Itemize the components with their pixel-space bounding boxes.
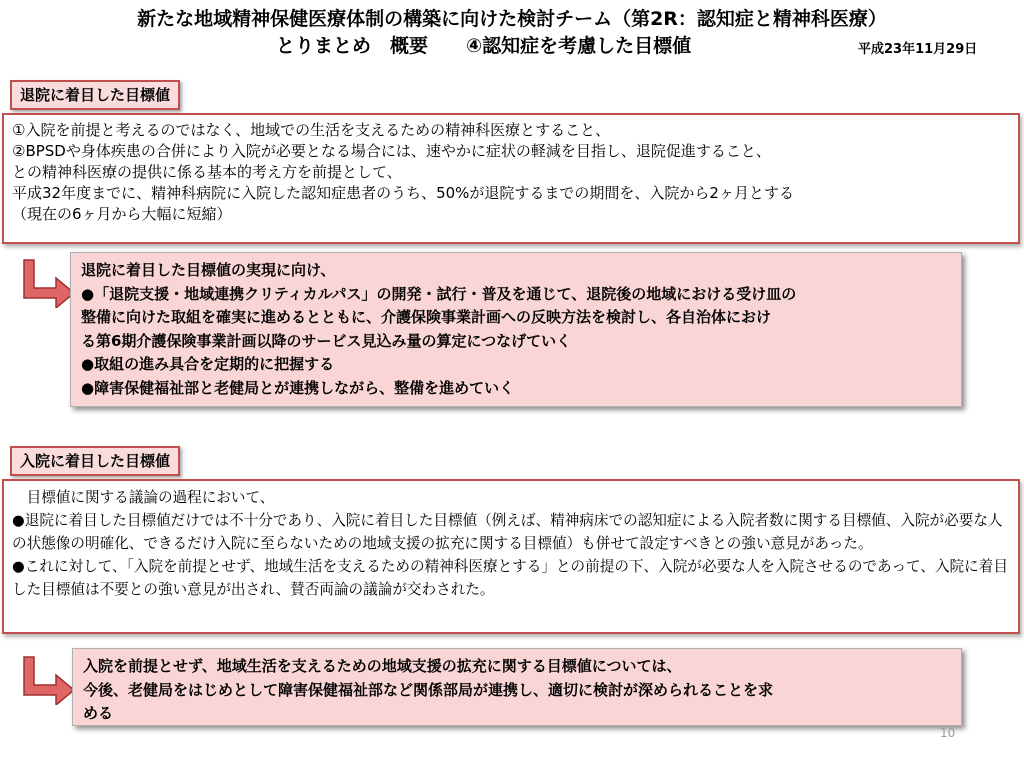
slide-date: 平成23年11月29日	[858, 42, 978, 57]
section2-main-box	[2, 479, 1020, 634]
section1-label: 退院に着目した目標値	[10, 80, 180, 110]
section1-line: ①入院を前提と考えるのではなく、地域での生活を支えるための精神科医療とすること、	[12, 121, 611, 139]
section2-line: 目標値に関する議論の過程において、	[12, 489, 275, 506]
section2-label: 入院に着目した目標値	[10, 446, 180, 476]
section1-action-box	[70, 252, 962, 407]
section1-line: ②BPSDや身体疾患の合併により入院が必要となる場合には、速やかに症状の軽減を目指し、退院促進すること、	[12, 142, 771, 160]
section1-action-line: ●障害保健福祉部と老健局とが連携しながら、整備を進めていく	[81, 378, 515, 397]
section2-action-line: 今後、老健局をはじめとして障害保健福祉部など関係部局が連携し、適切に検討が深められることを求	[83, 680, 774, 699]
page-number: 10	[940, 726, 956, 740]
section2-line: ●これに対して、「入院を前提とせず、地域生活を支えるための精神科医療とする」との前提の下、入院が必要な人を入院させるのであって、入院に着目した目標値は不要との強い意見が出され、賛否両論の議論が交わされた。	[12, 558, 1008, 598]
section2-action-line: 入院を前提とせず、地域生活を支えるための地域支援の拡充に関する目標値については、	[83, 657, 682, 675]
section1-line: との精神科医療の提供に係る基本的考え方を前提として、	[12, 163, 402, 181]
slide-title-line1: 新たな地域精神保健医療体制の構築に向けた検討チーム（第2R：認知症と精神科医療）	[137, 8, 887, 30]
bent-arrow-icon	[18, 655, 78, 705]
section1-action-line: る第6期介護保険事業計画以降のサービス見込み量の算定につなげていく	[81, 331, 572, 350]
section1-main-box	[2, 113, 1020, 244]
section2-action-line: める	[83, 704, 114, 722]
section1-action-line: ●「退院支援・地域連携クリティカルパス」の開発・試行・普及を通じて、退院後の地域における受け皿の	[81, 284, 797, 303]
section1-action-line: ●取組の進み具合を定期的に把握する	[81, 355, 335, 373]
section1-action-line: 退院に着目した目標値の実現に向け、	[81, 261, 336, 279]
section2-line: ●退院に着目した目標値だけでは不十分であり、入院に着目した目標値（例えば、精神病床での認知症による入院者数に関する目標値、入院が必要な人の状態像の明確化、できるだけ入院に至らないための地域支援の拡充に関する目標値）も併せて設定すべきとの強い意見があった。	[12, 512, 1003, 552]
section2-action-box	[72, 648, 962, 726]
section1-line: 平成32年度までに、精神科病院に入院した認知症患者のうち、50%が退院するまでの期間を、入院から2ヶ月とする	[12, 184, 794, 202]
bent-arrow-icon	[18, 258, 78, 308]
section1-action-line: 整備に向けた取組を確実に進めるとともに、介護保険事業計画への反映方法を検討し、各自治体におけ	[81, 308, 772, 326]
slide-title-line2: とりまとめ 概要 ④認知症を考慮した目標値	[276, 35, 692, 57]
section1-line: （現在の6ヶ月から大幅に短縮）	[12, 205, 232, 223]
